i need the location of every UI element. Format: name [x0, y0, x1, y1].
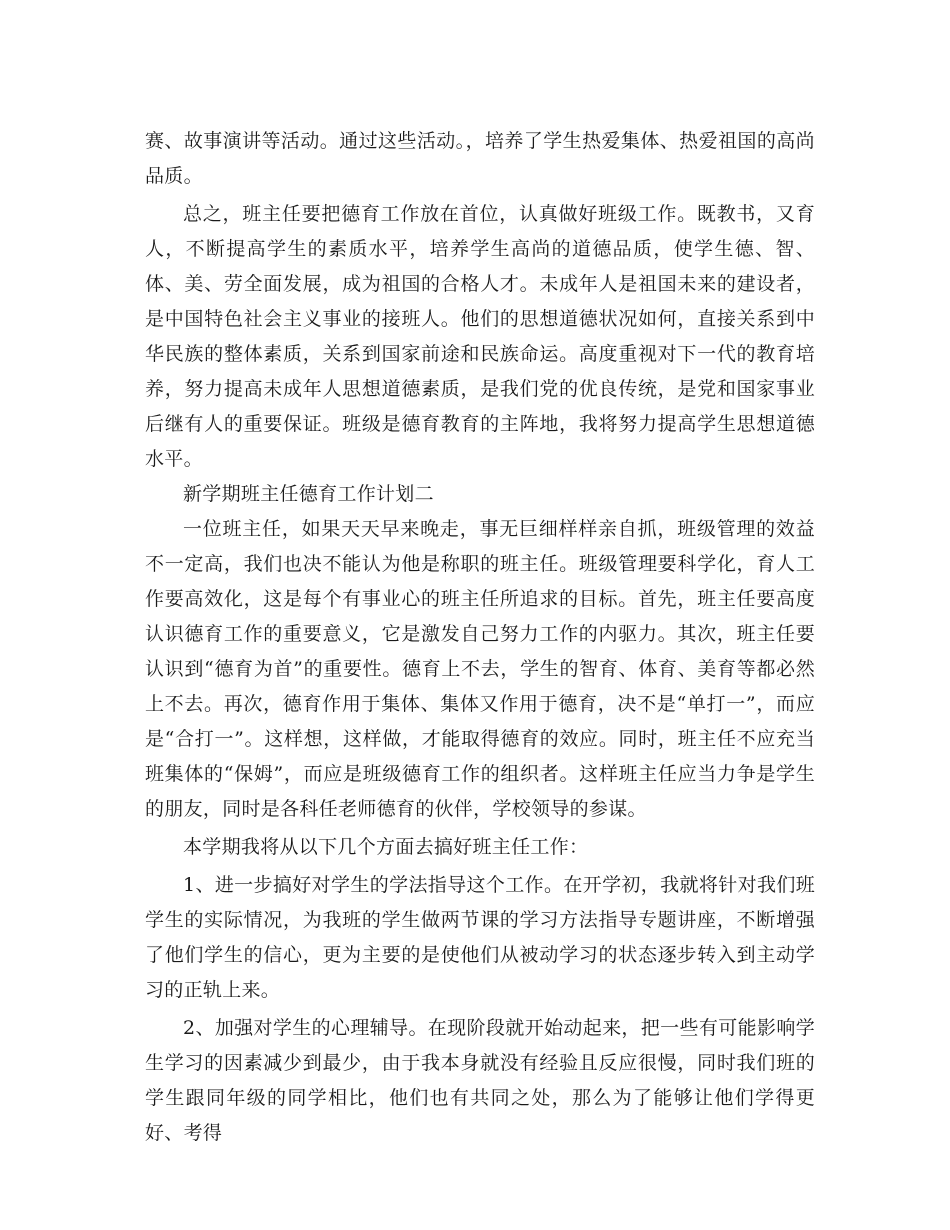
paragraph-item-1: 1、进一步搞好对学生的学法指导这个工作。在开学初，我就将针对我们班学生的实际情况，为我班的学生做两节课的学习方法指导专题讲座，不断增强了他们学生的信心，更为主要的是使他们从被动学习的状态逐步转入到主动学习的正轨上来。 — [145, 874, 815, 1001]
section-heading: 新学期班主任德育工作计划二 — [183, 483, 434, 505]
paragraph-item-2: 2、加强对学生的心理辅导。在现阶段就开始动起来，把一些有可能影响学生学习的因素减少到最少，由于我本身就没有经验且反应很慢，同时我们班的学生跟同年级的同学相比，他们也有共同之处，那么为了能够让他们学得更好、考得 — [145, 1017, 815, 1144]
paragraph-continuation: 赛、故事演讲等活动。通过这些活动。，培养了学生热爱集体、热爱祖国的高尚品质。 — [145, 130, 815, 187]
paragraph-intro: 一位班主任，如果天天早来晚走，事无巨细样样亲自抓，班级管理的效益不一定高，我们也决不能认为他是称职的班主任。班级管理要科学化，育人工作要高效化，这是每个有事业心的班主任所追求的目标。首先，班主任要高度认识德育工作的重要意义，它是激发自己努力工作的内驱力。其次，班主任要认识到“德育为首”的重要性。德育上不去，学生的智育、体育、美育等都必然上不去。再次，德育作用于集体、集体又作用于德育，决不是“单打一”，而应是“合打一”。这样想，这样做，才能取得德育的效应。同时，班主任不应充当班集体的“保姆”，而应是班级德育工作的组织者。这样班主任应当力争是学生的朋友，同时是各科任老师德育的伙伴，学校领导的参谋。 — [145, 518, 815, 820]
paragraph-summary: 总之，班主任要把德育工作放在首位，认真做好班级工作。既教书，又育人，不断提高学生的素质水平，培养学生高尚的道德品质，使学生德、智、体、美、劳全面发展，成为祖国的合格人才。未成年人是祖国未来的建设者，是中国特色社会主义事业的接班人。他们的思想道德状况如何，直接关系到中华民族的整体素质，关系到国家前途和民族命运。高度重视对下一代的教育培养，努力提高未成年人思想道德素质，是我们党的优良传统，是党和国家事业后继有人的重要保证。班级是德育教育的主阵地，我将努力提高学生思想道德水平。 — [145, 203, 815, 470]
paragraph-plan-lead: 本学期我将从以下几个方面去搞好班主任工作： — [183, 836, 589, 858]
document-body — [145, 124, 815, 1151]
